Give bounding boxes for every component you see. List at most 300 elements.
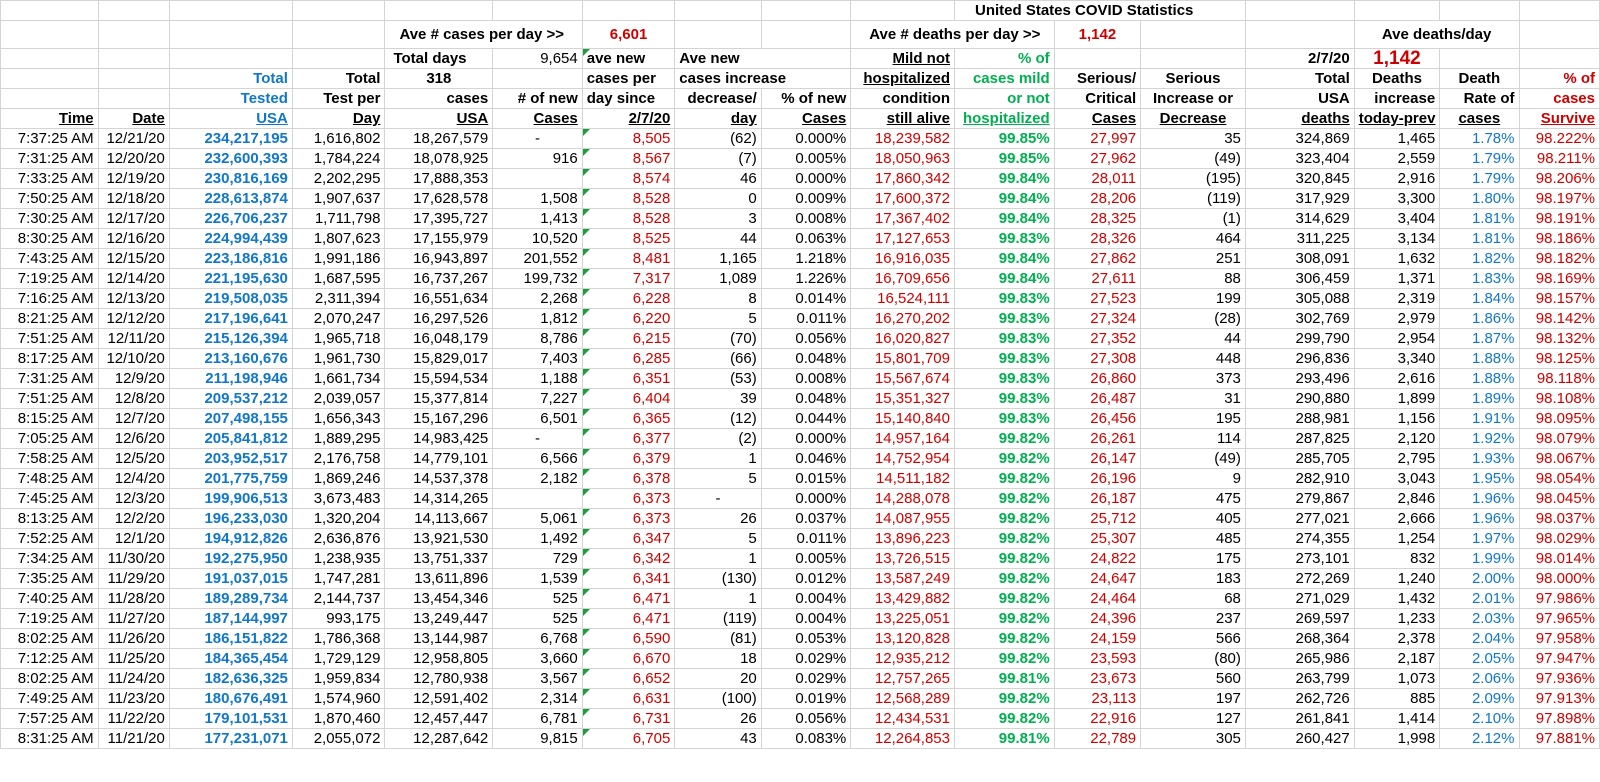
ave-new-hdr-1[interactable]: ave new — [582, 49, 675, 69]
pct-mild-cell[interactable]: 99.84% — [955, 209, 1055, 229]
death-rate-cell[interactable]: 2.00% — [1440, 569, 1519, 589]
ave-new-cell[interactable]: 6,705 — [582, 729, 675, 749]
table-row[interactable] — [1, 429, 1600, 449]
tested-cell[interactable]: 189,289,734 — [169, 589, 292, 609]
time-cell[interactable]: 7:37:25 AM — [1, 129, 99, 149]
serious-inc-cell[interactable]: 405 — [1141, 509, 1246, 529]
new-cases-cell[interactable]: 6,501 — [493, 409, 583, 429]
increase-cell[interactable]: (12) — [675, 409, 761, 429]
deaths-cell[interactable]: 268,364 — [1245, 629, 1354, 649]
cell[interactable] — [292, 21, 385, 49]
serious-inc-cell[interactable]: 560 — [1141, 669, 1246, 689]
cases-cell[interactable]: 15,167,296 — [385, 409, 493, 429]
survive-cell[interactable]: 97.936% — [1519, 669, 1600, 689]
ave-new-cell[interactable]: 6,347 — [582, 529, 675, 549]
deaths-cell[interactable]: 261,841 — [1245, 709, 1354, 729]
ave-new-cell[interactable]: 6,342 — [582, 549, 675, 569]
cases-hdr-1[interactable]: cases — [385, 89, 493, 109]
test-per-day-cell[interactable]: 993,175 — [292, 609, 385, 629]
deaths-cell[interactable]: 299,790 — [1245, 329, 1354, 349]
deaths-inc-cell[interactable]: 3,404 — [1354, 209, 1439, 229]
mild-cell[interactable]: 16,709,656 — [851, 269, 955, 289]
increase-cell[interactable]: 8 — [675, 289, 761, 309]
deaths-inc-cell[interactable]: 1,899 — [1354, 389, 1439, 409]
cell[interactable] — [1245, 1, 1354, 21]
serious-cell[interactable]: 28,325 — [1054, 209, 1140, 229]
increase-cell[interactable]: (130) — [675, 569, 761, 589]
tested-cell[interactable]: 221,195,630 — [169, 269, 292, 289]
date-cell[interactable]: 12/4/20 — [98, 469, 169, 489]
serious-cell[interactable]: 27,324 — [1054, 309, 1140, 329]
new-cases-cell[interactable]: 6,781 — [493, 709, 583, 729]
ave-new-cell[interactable]: 6,378 — [582, 469, 675, 489]
pct-new-cell[interactable]: 0.015% — [761, 469, 851, 489]
survive-cell[interactable]: 98.037% — [1519, 509, 1600, 529]
cell[interactable] — [1, 21, 99, 49]
tested-cell[interactable]: 201,775,759 — [169, 469, 292, 489]
cases-cell[interactable]: 13,921,530 — [385, 529, 493, 549]
death-rate-cell[interactable]: 1.96% — [1440, 509, 1519, 529]
cases-cell[interactable]: 12,457,447 — [385, 709, 493, 729]
increase-cell[interactable]: (53) — [675, 369, 761, 389]
cases-hdr-2[interactable]: USA — [385, 109, 493, 129]
new-cases-cell[interactable]: 199,732 — [493, 269, 583, 289]
deaths-cell[interactable]: 317,929 — [1245, 189, 1354, 209]
date-cell[interactable]: 12/7/20 — [98, 409, 169, 429]
mild-cell[interactable]: 16,916,035 — [851, 249, 955, 269]
death-rate-cell[interactable]: 1.83% — [1440, 269, 1519, 289]
pct-mild-cell[interactable]: 99.82% — [955, 449, 1055, 469]
serious-inc-hdr-2[interactable]: Increase or — [1141, 89, 1246, 109]
increase-hdr-2[interactable]: cases increase — [675, 69, 851, 89]
pct-new-cell[interactable]: 0.029% — [761, 649, 851, 669]
serious-inc-cell[interactable]: 183 — [1141, 569, 1246, 589]
cell[interactable] — [1245, 21, 1354, 49]
deaths-inc-cell[interactable]: 1,998 — [1354, 729, 1439, 749]
cases-cell[interactable]: 13,611,896 — [385, 569, 493, 589]
cases-cell[interactable]: 13,454,346 — [385, 589, 493, 609]
new-cases-cell[interactable]: 10,520 — [493, 229, 583, 249]
new-cases-cell[interactable]: 3,660 — [493, 649, 583, 669]
tested-cell[interactable]: 207,498,155 — [169, 409, 292, 429]
death-rate-cell[interactable]: 1.92% — [1440, 429, 1519, 449]
death-rate-cell[interactable]: 2.12% — [1440, 729, 1519, 749]
mild-cell[interactable]: 13,120,828 — [851, 629, 955, 649]
deaths-cell[interactable]: 287,825 — [1245, 429, 1354, 449]
time-cell[interactable]: 8:30:25 AM — [1, 229, 99, 249]
tested-cell[interactable]: 187,144,997 — [169, 609, 292, 629]
survive-cell[interactable]: 98.000% — [1519, 569, 1600, 589]
tested-cell[interactable]: 192,275,950 — [169, 549, 292, 569]
date-cell[interactable]: 12/13/20 — [98, 289, 169, 309]
ave-new-cell[interactable]: 8,567 — [582, 149, 675, 169]
time-cell[interactable]: 7:16:25 AM — [1, 289, 99, 309]
table-row[interactable] — [1, 389, 1600, 409]
test-per-day-cell[interactable]: 1,959,834 — [292, 669, 385, 689]
table-row[interactable] — [1, 329, 1600, 349]
mild-hdr-3[interactable]: condition — [851, 89, 955, 109]
pct-mild-hdr-2[interactable]: cases mild — [955, 69, 1055, 89]
time-cell[interactable]: 7:19:25 AM — [1, 609, 99, 629]
cell[interactable] — [675, 21, 761, 49]
serious-inc-cell[interactable]: 251 — [1141, 249, 1246, 269]
cases-cell[interactable]: 16,297,526 — [385, 309, 493, 329]
test-per-day-cell[interactable]: 1,907,637 — [292, 189, 385, 209]
serious-cell[interactable]: 23,673 — [1054, 669, 1140, 689]
survive-cell[interactable]: 98.054% — [1519, 469, 1600, 489]
pct-new-cell[interactable]: 0.012% — [761, 569, 851, 589]
deaths-inc-cell[interactable]: 1,465 — [1354, 129, 1439, 149]
table-row[interactable] — [1, 649, 1600, 669]
tested-cell[interactable]: 226,706,237 — [169, 209, 292, 229]
cell[interactable] — [385, 1, 493, 21]
ave-new-cell[interactable]: 6,404 — [582, 389, 675, 409]
deaths-inc-cell[interactable]: 1,254 — [1354, 529, 1439, 549]
test-per-day-cell[interactable]: 1,889,295 — [292, 429, 385, 449]
pct-mild-cell[interactable]: 99.84% — [955, 269, 1055, 289]
cell[interactable] — [1, 69, 99, 89]
table-row[interactable] — [1, 569, 1600, 589]
mild-cell[interactable]: 14,957,164 — [851, 429, 955, 449]
deaths-inc-cell[interactable]: 2,916 — [1354, 169, 1439, 189]
deaths-hdr-2[interactable]: USA — [1245, 89, 1354, 109]
ave-new-cell[interactable]: 6,471 — [582, 589, 675, 609]
table-row[interactable] — [1, 169, 1600, 189]
ave-deaths-value[interactable]: 1,142 — [1054, 21, 1140, 49]
death-rate-hdr-3[interactable]: cases — [1440, 109, 1519, 129]
serious-cell[interactable]: 27,962 — [1054, 149, 1140, 169]
serious-cell[interactable]: 28,206 — [1054, 189, 1140, 209]
tested-cell[interactable]: 182,636,325 — [169, 669, 292, 689]
test-per-day-cell[interactable]: 2,039,057 — [292, 389, 385, 409]
deaths-inc-hdr-2[interactable]: increase — [1354, 89, 1439, 109]
pct-mild-cell[interactable]: 99.83% — [955, 369, 1055, 389]
date-cell[interactable]: 12/14/20 — [98, 269, 169, 289]
increase-cell[interactable]: (81) — [675, 629, 761, 649]
deaths-cell[interactable]: 314,629 — [1245, 209, 1354, 229]
pct-mild-cell[interactable]: 99.83% — [955, 309, 1055, 329]
pct-new-cell[interactable]: 0.000% — [761, 169, 851, 189]
ave-new-cell[interactable]: 8,525 — [582, 229, 675, 249]
mild-cell[interactable]: 15,140,840 — [851, 409, 955, 429]
increase-cell[interactable]: (2) — [675, 429, 761, 449]
serious-inc-cell[interactable]: 305 — [1141, 729, 1246, 749]
cell[interactable] — [675, 1, 761, 21]
time-cell[interactable]: 7:43:25 AM — [1, 249, 99, 269]
pct-new-cell[interactable]: 0.008% — [761, 369, 851, 389]
tested-cell[interactable]: 194,912,826 — [169, 529, 292, 549]
mild-cell[interactable]: 17,600,372 — [851, 189, 955, 209]
new-cases-cell[interactable]: 6,566 — [493, 449, 583, 469]
cell[interactable] — [1, 89, 99, 109]
ave-new-cell[interactable]: 8,574 — [582, 169, 675, 189]
survive-cell[interactable]: 98.067% — [1519, 449, 1600, 469]
new-cases-cell[interactable]: 1,812 — [493, 309, 583, 329]
deaths-cell[interactable]: 263,799 — [1245, 669, 1354, 689]
tested-cell[interactable]: 196,233,030 — [169, 509, 292, 529]
serious-inc-cell[interactable]: 68 — [1141, 589, 1246, 609]
increase-cell[interactable]: 5 — [675, 309, 761, 329]
deaths-inc-cell[interactable]: 1,233 — [1354, 609, 1439, 629]
test-per-day-cell[interactable]: 1,661,734 — [292, 369, 385, 389]
serious-cell[interactable]: 23,113 — [1054, 689, 1140, 709]
pct-new-cell[interactable]: 0.005% — [761, 149, 851, 169]
table-row[interactable] — [1, 529, 1600, 549]
increase-cell[interactable]: (70) — [675, 329, 761, 349]
deaths-hdr-3[interactable]: deaths — [1245, 109, 1354, 129]
deaths-cell[interactable]: 306,459 — [1245, 269, 1354, 289]
pct-new-cell[interactable]: 0.011% — [761, 309, 851, 329]
test-per-day-cell[interactable]: 2,176,758 — [292, 449, 385, 469]
survive-cell[interactable]: 98.125% — [1519, 349, 1600, 369]
cell[interactable] — [1141, 21, 1246, 49]
table-row[interactable] — [1, 129, 1600, 149]
death-rate-cell[interactable]: 1.99% — [1440, 549, 1519, 569]
cell[interactable] — [493, 1, 583, 21]
cell[interactable] — [1141, 49, 1246, 69]
serious-inc-cell[interactable]: (49) — [1141, 449, 1246, 469]
time-cell[interactable]: 8:02:25 AM — [1, 629, 99, 649]
ave-new-cell[interactable]: 6,377 — [582, 429, 675, 449]
pct-mild-cell[interactable]: 99.85% — [955, 149, 1055, 169]
serious-inc-cell[interactable]: 464 — [1141, 229, 1246, 249]
deaths-cell[interactable]: 269,597 — [1245, 609, 1354, 629]
pct-mild-cell[interactable]: 99.82% — [955, 709, 1055, 729]
mild-cell[interactable]: 14,752,954 — [851, 449, 955, 469]
deaths-inc-cell[interactable]: 2,846 — [1354, 489, 1439, 509]
serious-inc-cell[interactable]: 175 — [1141, 549, 1246, 569]
increase-cell[interactable]: (62) — [675, 129, 761, 149]
survive-cell[interactable]: 98.029% — [1519, 529, 1600, 549]
ave-new-cell[interactable]: 6,373 — [582, 509, 675, 529]
deaths-cell[interactable]: 324,869 — [1245, 129, 1354, 149]
ave-new-cell[interactable]: 6,220 — [582, 309, 675, 329]
deaths-cell[interactable]: 308,091 — [1245, 249, 1354, 269]
pct-new-hdr-2[interactable]: Cases — [761, 109, 851, 129]
serious-inc-cell[interactable]: (49) — [1141, 149, 1246, 169]
mild-cell[interactable]: 13,726,515 — [851, 549, 955, 569]
mild-cell[interactable]: 18,239,582 — [851, 129, 955, 149]
test-per-day-cell[interactable]: 1,656,343 — [292, 409, 385, 429]
pct-new-cell[interactable]: 1.226% — [761, 269, 851, 289]
new-cases-cell[interactable]: 6,768 — [493, 629, 583, 649]
table-row[interactable] — [1, 229, 1600, 249]
pct-mild-cell[interactable]: 99.82% — [955, 689, 1055, 709]
new-cases-cell[interactable]: 525 — [493, 609, 583, 629]
time-cell[interactable]: 8:17:25 AM — [1, 349, 99, 369]
cell[interactable] — [1519, 21, 1600, 49]
tested-cell[interactable]: 186,151,822 — [169, 629, 292, 649]
ave-new-cell[interactable]: 6,373 — [582, 489, 675, 509]
serious-inc-cell[interactable]: 373 — [1141, 369, 1246, 389]
time-cell[interactable]: 7:33:25 AM — [1, 169, 99, 189]
pct-mild-cell[interactable]: 99.82% — [955, 469, 1055, 489]
pct-new-hdr-1[interactable]: % of new — [761, 89, 851, 109]
tested-cell[interactable]: 228,613,874 — [169, 189, 292, 209]
increase-cell[interactable]: 0 — [675, 189, 761, 209]
mild-hdr-4[interactable]: still alive — [851, 109, 955, 129]
new-cases-cell[interactable]: 916 — [493, 149, 583, 169]
date-cell[interactable]: 12/10/20 — [98, 349, 169, 369]
time-cell[interactable]: 7:51:25 AM — [1, 329, 99, 349]
pct-new-cell[interactable]: 0.083% — [761, 729, 851, 749]
pct-new-cell[interactable]: 0.004% — [761, 609, 851, 629]
survive-cell[interactable]: 98.182% — [1519, 249, 1600, 269]
death-rate-cell[interactable]: 2.10% — [1440, 709, 1519, 729]
table-row[interactable] — [1, 249, 1600, 269]
survive-cell[interactable]: 98.191% — [1519, 209, 1600, 229]
pct-mild-cell[interactable]: 99.83% — [955, 229, 1055, 249]
tested-cell[interactable]: 209,537,212 — [169, 389, 292, 409]
cases-cell[interactable]: 17,155,979 — [385, 229, 493, 249]
table-row[interactable] — [1, 449, 1600, 469]
pct-mild-cell[interactable]: 99.82% — [955, 609, 1055, 629]
deaths-cell[interactable]: 272,269 — [1245, 569, 1354, 589]
serious-inc-cell[interactable]: 195 — [1141, 409, 1246, 429]
date-cell[interactable]: 12/15/20 — [98, 249, 169, 269]
ave-new-cell[interactable]: 6,590 — [582, 629, 675, 649]
mild-cell[interactable]: 14,288,078 — [851, 489, 955, 509]
ave-new-cell[interactable]: 6,341 — [582, 569, 675, 589]
test-per-day-cell[interactable]: 1,320,204 — [292, 509, 385, 529]
tested-cell[interactable]: 179,101,531 — [169, 709, 292, 729]
deaths-inc-cell[interactable]: 1,414 — [1354, 709, 1439, 729]
cases-cell[interactable]: 17,628,578 — [385, 189, 493, 209]
increase-cell[interactable]: 26 — [675, 709, 761, 729]
test-per-day-cell[interactable]: 1,747,281 — [292, 569, 385, 589]
survive-cell[interactable]: 98.206% — [1519, 169, 1600, 189]
increase-cell[interactable]: 20 — [675, 669, 761, 689]
mild-cell[interactable]: 12,568,289 — [851, 689, 955, 709]
serious-inc-cell[interactable]: 485 — [1141, 529, 1246, 549]
death-rate-cell[interactable]: 1.81% — [1440, 209, 1519, 229]
increase-cell[interactable]: 44 — [675, 229, 761, 249]
death-rate-cell[interactable]: 2.03% — [1440, 609, 1519, 629]
new-cases-cell[interactable] — [493, 489, 583, 509]
death-rate-hdr-2[interactable]: Rate of — [1440, 89, 1519, 109]
tested-cell[interactable]: 177,231,071 — [169, 729, 292, 749]
tested-cell[interactable]: 224,994,439 — [169, 229, 292, 249]
time-cell[interactable]: 7:52:25 AM — [1, 529, 99, 549]
cases-cell[interactable]: 16,048,179 — [385, 329, 493, 349]
pct-mild-cell[interactable]: 99.84% — [955, 169, 1055, 189]
table-row[interactable] — [1, 509, 1600, 529]
pct-new-cell[interactable]: 0.005% — [761, 549, 851, 569]
death-rate-cell[interactable]: 1.89% — [1440, 389, 1519, 409]
serious-inc-cell[interactable]: (119) — [1141, 189, 1246, 209]
date-cell[interactable]: 12/3/20 — [98, 489, 169, 509]
pct-mild-cell[interactable]: 99.83% — [955, 409, 1055, 429]
date-cell[interactable]: 12/12/20 — [98, 309, 169, 329]
new-cases-cell[interactable]: 1,188 — [493, 369, 583, 389]
date-cell[interactable]: 12/21/20 — [98, 129, 169, 149]
table-row[interactable] — [1, 549, 1600, 569]
cell[interactable] — [761, 21, 851, 49]
new-cases-cell[interactable]: 2,314 — [493, 689, 583, 709]
new-cases-cell[interactable]: 2,268 — [493, 289, 583, 309]
tested-hdr-1[interactable]: Total — [169, 69, 292, 89]
serious-inc-cell[interactable]: 9 — [1141, 469, 1246, 489]
test-per-day-cell[interactable]: 1,965,718 — [292, 329, 385, 349]
increase-cell[interactable]: 18 — [675, 649, 761, 669]
survive-cell[interactable]: 98.157% — [1519, 289, 1600, 309]
cell[interactable] — [1440, 1, 1519, 21]
survive-cell[interactable]: 98.108% — [1519, 389, 1600, 409]
ave-new-cell[interactable]: 6,631 — [582, 689, 675, 709]
increase-hdr-4[interactable]: day — [675, 109, 761, 129]
cell[interactable] — [98, 69, 169, 89]
date-cell[interactable]: 12/1/20 — [98, 529, 169, 549]
date-cell[interactable]: 11/22/20 — [98, 709, 169, 729]
serious-cell[interactable]: 27,308 — [1054, 349, 1140, 369]
date-cell[interactable]: 11/26/20 — [98, 629, 169, 649]
cell[interactable] — [1354, 1, 1439, 21]
pct-mild-cell[interactable]: 99.85% — [955, 129, 1055, 149]
death-rate-cell[interactable]: 1.79% — [1440, 149, 1519, 169]
deaths-inc-cell[interactable]: 2,187 — [1354, 649, 1439, 669]
deaths-cell[interactable]: 260,427 — [1245, 729, 1354, 749]
serious-cell[interactable]: 24,159 — [1054, 629, 1140, 649]
increase-cell[interactable]: 1,165 — [675, 249, 761, 269]
deaths-cell[interactable]: 293,496 — [1245, 369, 1354, 389]
pct-mild-cell[interactable]: 99.84% — [955, 249, 1055, 269]
cases-cell[interactable]: 14,537,378 — [385, 469, 493, 489]
deaths-cell[interactable]: 279,867 — [1245, 489, 1354, 509]
new-cases-cell[interactable]: 2,182 — [493, 469, 583, 489]
new-cases-cell[interactable]: - — [493, 429, 583, 449]
table-row[interactable] — [1, 289, 1600, 309]
date-cell[interactable]: 12/8/20 — [98, 389, 169, 409]
pct-new-cell[interactable]: 0.048% — [761, 389, 851, 409]
mild-cell[interactable]: 13,225,051 — [851, 609, 955, 629]
pct-new-cell[interactable]: 0.014% — [761, 289, 851, 309]
death-rate-cell[interactable]: 1.78% — [1440, 129, 1519, 149]
table-row[interactable] — [1, 629, 1600, 649]
serious-cell[interactable]: 22,789 — [1054, 729, 1140, 749]
cases-cell[interactable]: 13,249,447 — [385, 609, 493, 629]
mild-cell[interactable]: 17,367,402 — [851, 209, 955, 229]
increase-cell[interactable]: 1,089 — [675, 269, 761, 289]
ave-new-cell[interactable]: 8,528 — [582, 189, 675, 209]
test-per-day-cell[interactable]: 1,870,460 — [292, 709, 385, 729]
serious-cell[interactable]: 26,187 — [1054, 489, 1140, 509]
survive-cell[interactable]: 98.132% — [1519, 329, 1600, 349]
pct-mild-cell[interactable]: 99.83% — [955, 329, 1055, 349]
serious-inc-hdr-3[interactable]: Decrease — [1141, 109, 1246, 129]
test-per-day-cell[interactable]: 1,784,224 — [292, 149, 385, 169]
cell[interactable] — [582, 1, 675, 21]
time-cell[interactable]: 7:19:25 AM — [1, 269, 99, 289]
mild-cell[interactable]: 16,270,202 — [851, 309, 955, 329]
survive-cell[interactable]: 97.958% — [1519, 629, 1600, 649]
deaths-cell[interactable]: 265,986 — [1245, 649, 1354, 669]
date-cell[interactable]: 11/21/20 — [98, 729, 169, 749]
pct-mild-cell[interactable]: 99.82% — [955, 629, 1055, 649]
time-cell[interactable]: 7:50:25 AM — [1, 189, 99, 209]
date-hdr[interactable]: Date — [98, 109, 169, 129]
mild-cell[interactable]: 13,587,249 — [851, 569, 955, 589]
death-rate-cell[interactable]: 1.88% — [1440, 369, 1519, 389]
ave-deaths-day-label[interactable]: Ave deaths/day — [1354, 21, 1519, 49]
mild-cell[interactable]: 15,567,674 — [851, 369, 955, 389]
test-per-day-hdr-3[interactable]: Day — [292, 109, 385, 129]
pct-new-cell[interactable]: 0.000% — [761, 489, 851, 509]
survive-cell[interactable]: 98.186% — [1519, 229, 1600, 249]
cases-cell[interactable]: 13,751,337 — [385, 549, 493, 569]
new-cases-cell[interactable]: 1,492 — [493, 529, 583, 549]
time-cell[interactable]: 7:31:25 AM — [1, 149, 99, 169]
serious-inc-cell[interactable]: (1) — [1141, 209, 1246, 229]
